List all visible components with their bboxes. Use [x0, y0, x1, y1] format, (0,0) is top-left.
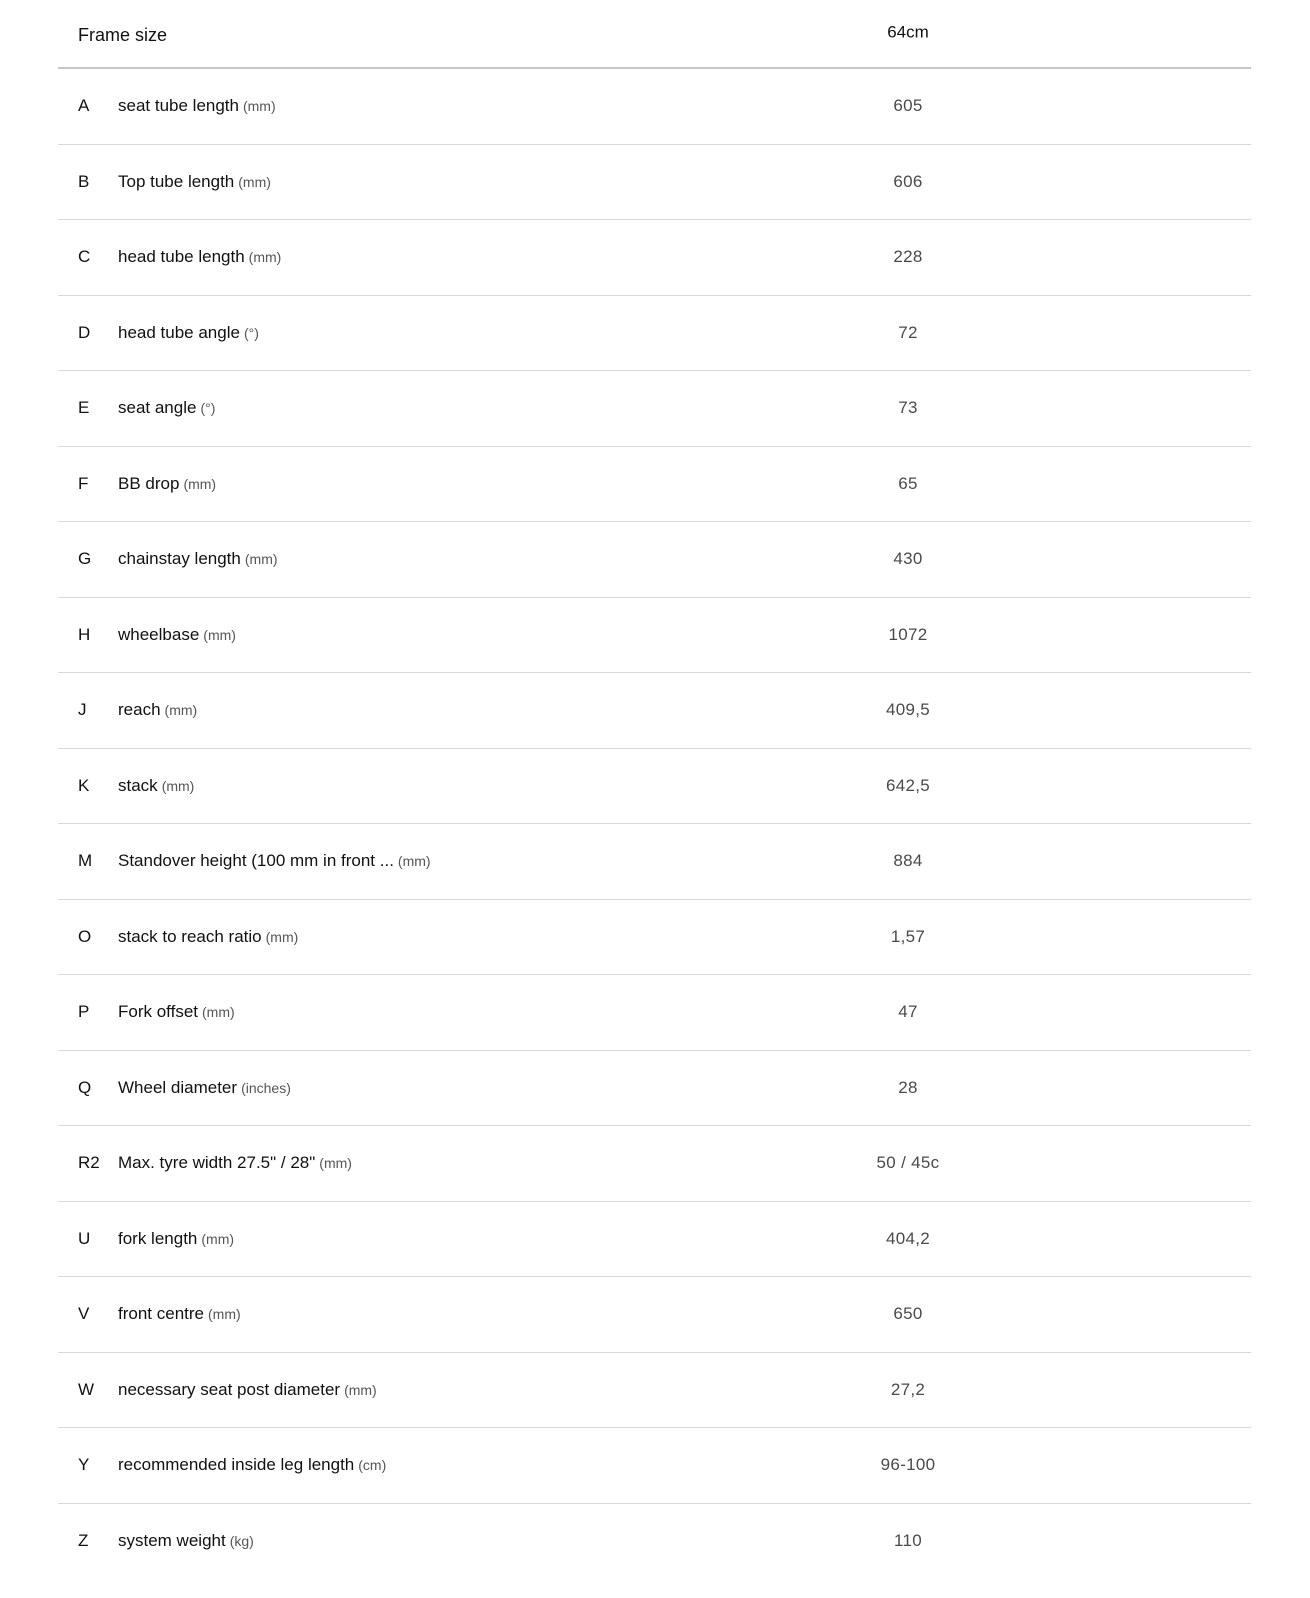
row-measurement [118, 172, 271, 192]
row-unit: (mm) [244, 551, 278, 568]
table-row [58, 900, 1251, 976]
row-unit: (mm) [183, 475, 217, 492]
row-unit: (mm) [265, 928, 299, 945]
row-unit: (mm) [319, 1155, 352, 1172]
row-measurement [118, 776, 194, 796]
frame-size-label: Frame size [78, 24, 168, 45]
row-measurement [118, 1455, 386, 1475]
row-name: fork length [118, 1228, 198, 1248]
table-row [58, 1504, 1251, 1580]
row-name: front centre [118, 1304, 204, 1324]
row-letter: H [78, 624, 91, 644]
row-measurement [118, 1002, 235, 1022]
row-unit: (mm) [203, 626, 236, 643]
table-row [58, 975, 1251, 1051]
table-row [58, 1353, 1251, 1429]
row-measurement [118, 96, 276, 116]
row-value: 884 [893, 851, 923, 871]
row-letter: C [78, 247, 91, 267]
row-name: Max. tyre width 27.5" / 28" [118, 1153, 316, 1173]
row-letter: M [78, 851, 93, 871]
row-name: system weight [118, 1531, 226, 1551]
row-value: 47 [898, 1002, 918, 1022]
row-name: head tube angle [118, 322, 240, 342]
row-value: 605 [893, 96, 923, 116]
table-row [58, 371, 1251, 447]
row-measurement [118, 323, 259, 343]
row-name: seat angle [118, 398, 197, 418]
row-value: 72 [898, 322, 918, 342]
row-unit: (inches) [241, 1079, 291, 1096]
row-value: 404,2 [885, 1228, 931, 1248]
row-letter: Z [78, 1531, 89, 1551]
row-value: 650 [893, 1304, 923, 1324]
row-letter: B [78, 171, 90, 191]
row-measurement [118, 549, 278, 569]
table-header-row [58, 0, 1251, 69]
row-value: 96-100 [880, 1455, 936, 1475]
row-unit: (kg) [229, 1533, 254, 1550]
row-measurement [118, 398, 215, 418]
table-body [58, 69, 1251, 1579]
row-letter: K [78, 775, 90, 795]
frame-size-value: 64cm [887, 21, 929, 41]
row-measurement [118, 1078, 291, 1098]
row-unit: (mm) [344, 1381, 377, 1398]
row-value: 430 [893, 549, 923, 569]
row-name: Wheel diameter [118, 1077, 238, 1097]
row-value: 642,5 [885, 775, 931, 795]
row-name: BB drop [118, 473, 180, 493]
row-measurement [118, 851, 431, 871]
row-value: 65 [898, 473, 918, 493]
table-row [58, 598, 1251, 674]
row-name: wheelbase [118, 624, 200, 644]
table-row [58, 824, 1251, 900]
table-row [58, 673, 1251, 749]
row-value: 228 [893, 247, 923, 267]
row-name: head tube length [118, 247, 245, 267]
row-name: necessary seat post diameter [118, 1379, 341, 1399]
row-name: reach [118, 700, 161, 720]
row-unit: (mm) [164, 702, 198, 719]
row-measurement [118, 247, 281, 267]
row-value: 1,57 [890, 926, 926, 946]
row-unit: (mm) [242, 98, 276, 115]
table-row [58, 1428, 1251, 1504]
table-row [58, 749, 1251, 825]
table-row [58, 69, 1251, 145]
row-unit: (mm) [238, 173, 271, 190]
table-row [58, 296, 1251, 372]
row-value: 110 [893, 1531, 922, 1551]
row-name: stack to reach ratio [118, 926, 262, 946]
row-measurement [118, 1304, 241, 1324]
table-row [58, 1202, 1251, 1278]
row-unit: (cm) [358, 1457, 387, 1474]
row-measurement [118, 625, 236, 645]
row-value: 27,2 [890, 1379, 926, 1399]
table-row [58, 1277, 1251, 1353]
row-unit: (°) [200, 400, 216, 417]
row-letter: P [78, 1002, 90, 1022]
row-unit: (mm) [208, 1306, 241, 1323]
row-letter: W [78, 1379, 95, 1399]
row-measurement [118, 1380, 377, 1400]
row-letter: J [78, 700, 87, 720]
row-letter: U [78, 1228, 91, 1248]
row-measurement [118, 1531, 254, 1551]
row-unit: (mm) [201, 1230, 235, 1247]
row-letter: D [78, 322, 91, 342]
row-value: 606 [893, 171, 923, 191]
row-name: stack [118, 775, 158, 795]
row-value: 73 [898, 398, 918, 418]
row-unit: (mm) [161, 777, 195, 794]
row-letter: A [78, 96, 90, 116]
row-unit: (mm) [248, 249, 282, 266]
row-name: seat tube length [118, 96, 239, 116]
row-name: Fork offset [118, 1002, 198, 1022]
row-measurement [118, 700, 197, 720]
table-row [58, 1126, 1251, 1202]
row-letter: F [78, 473, 89, 493]
row-letter: Q [78, 1077, 92, 1097]
row-measurement [118, 927, 298, 947]
row-letter: O [78, 926, 92, 946]
row-name: chainstay length [118, 549, 241, 569]
row-value: 50 / 45c [876, 1153, 940, 1173]
row-letter: R2 [78, 1153, 100, 1173]
geometry-table [58, 0, 1251, 1579]
row-name: recommended inside leg length [118, 1455, 355, 1475]
table-row [58, 145, 1251, 221]
row-unit: (°) [243, 324, 259, 341]
row-unit: (mm) [202, 1004, 235, 1021]
row-letter: E [78, 398, 90, 418]
row-measurement [118, 1153, 352, 1173]
row-letter: Y [78, 1455, 90, 1475]
row-measurement [118, 1229, 234, 1249]
row-value: 28 [898, 1077, 918, 1097]
row-measurement [118, 474, 216, 494]
row-value: 409,5 [885, 700, 931, 720]
table-row [58, 220, 1251, 296]
row-letter: G [78, 549, 92, 569]
row-name: Standover height (100 mm in front ... [118, 851, 394, 871]
table-row [58, 1051, 1251, 1127]
table-row [58, 522, 1251, 598]
row-letter: V [78, 1304, 90, 1324]
row-name: Top tube length [118, 171, 235, 191]
row-value: 1072 [888, 624, 928, 644]
row-unit: (mm) [397, 853, 431, 870]
table-row [58, 447, 1251, 523]
